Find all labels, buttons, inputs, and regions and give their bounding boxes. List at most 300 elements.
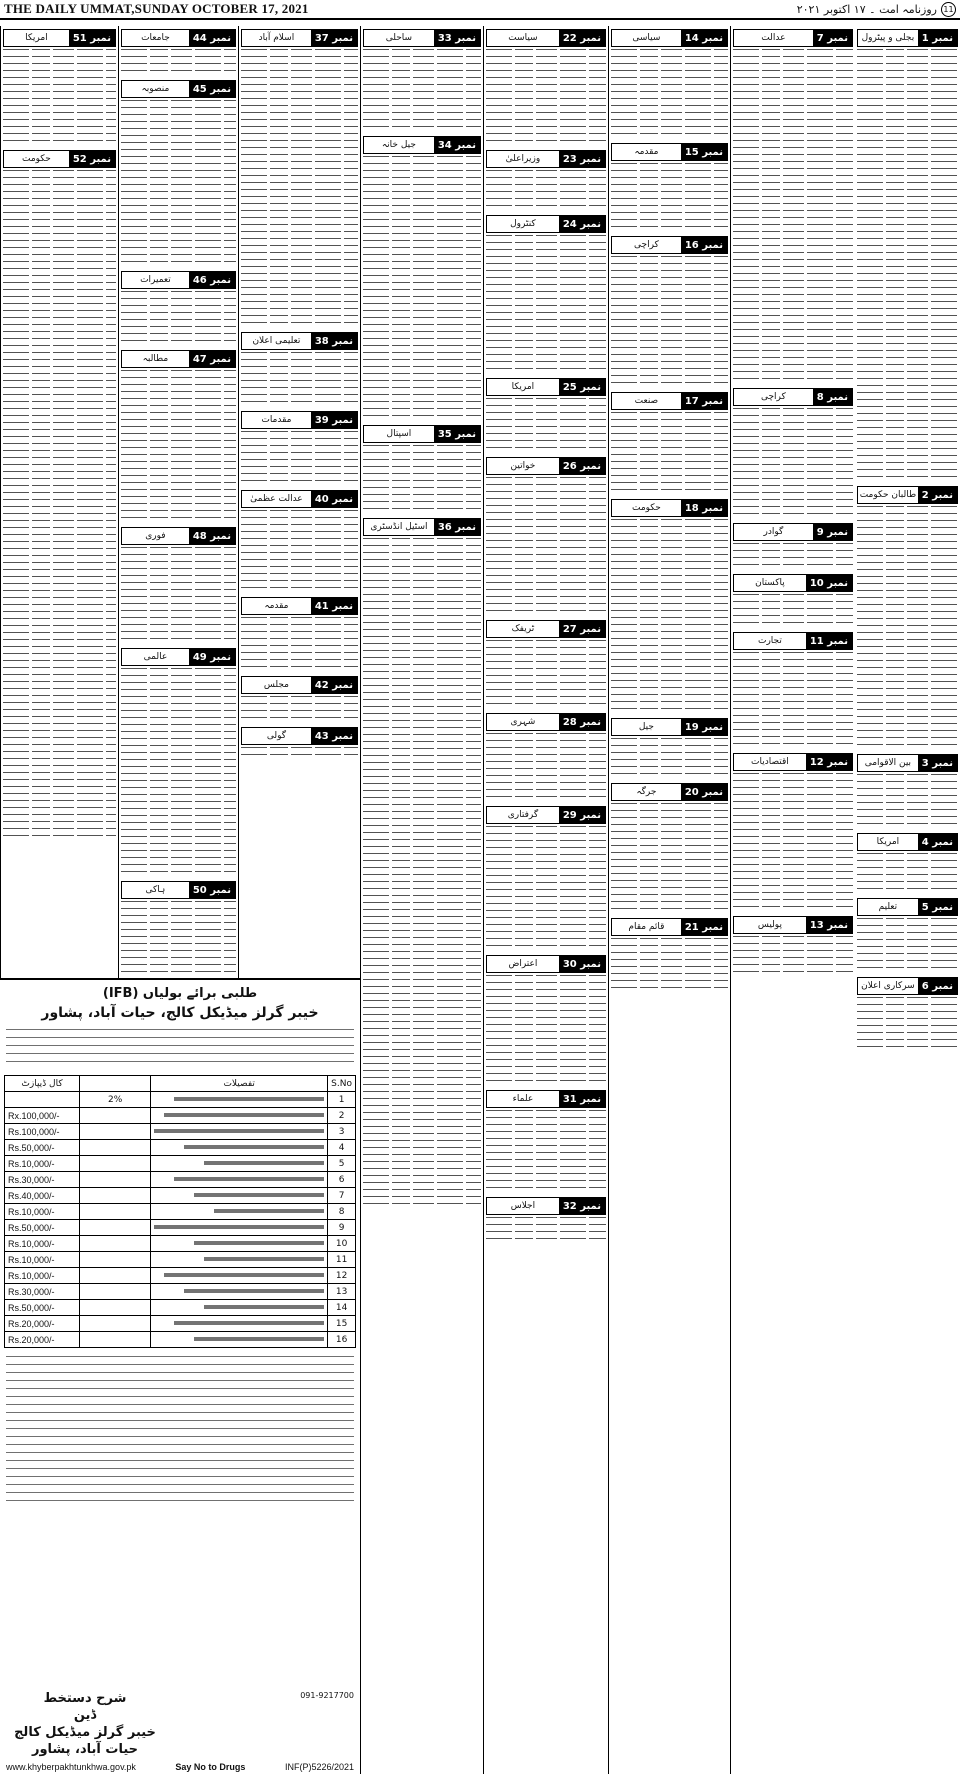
news-item-body bbox=[486, 398, 606, 454]
news-item-title: گولی bbox=[266, 731, 287, 741]
tender-description-text bbox=[184, 1145, 324, 1149]
news-item bbox=[486, 29, 606, 147]
news-item bbox=[121, 29, 236, 77]
tender-percent bbox=[80, 1284, 151, 1300]
news-item-title: تجارت bbox=[757, 636, 782, 646]
news-item-number: نمبر 2 bbox=[918, 487, 957, 503]
news-item-header bbox=[611, 499, 728, 517]
news-item-header bbox=[121, 350, 236, 368]
news-item bbox=[611, 392, 728, 496]
news-item-number: نمبر 39 bbox=[311, 412, 357, 428]
tender-fee: Rs.10,000/- bbox=[5, 1156, 80, 1172]
news-item-number: نمبر 26 bbox=[559, 458, 605, 474]
news-item bbox=[241, 676, 358, 724]
tender-description bbox=[151, 1268, 328, 1284]
tender-description bbox=[151, 1300, 328, 1316]
news-item-body bbox=[241, 352, 358, 408]
news-item-body bbox=[121, 547, 236, 645]
news-item-header bbox=[241, 490, 358, 508]
tender-row bbox=[5, 1316, 356, 1332]
news-item-number: نمبر 29 bbox=[559, 807, 605, 823]
tender-percent bbox=[80, 1124, 151, 1140]
news-item-body bbox=[486, 1217, 606, 1245]
news-item-number: نمبر 51 bbox=[69, 30, 115, 46]
news-item-header bbox=[611, 29, 728, 47]
news-item-number: نمبر 37 bbox=[311, 30, 357, 46]
news-item-header bbox=[611, 392, 728, 410]
tender-row bbox=[5, 1092, 356, 1108]
tender-description-text bbox=[194, 1337, 324, 1341]
news-item-number: نمبر 1 bbox=[918, 30, 957, 46]
news-item bbox=[241, 332, 358, 408]
news-item-number: نمبر 48 bbox=[189, 528, 235, 544]
news-item bbox=[241, 490, 358, 594]
signature-line-2: ڈین bbox=[73, 1708, 97, 1723]
news-item-number: نمبر 33 bbox=[434, 30, 480, 46]
news-item-body bbox=[3, 170, 116, 842]
news-item-title: علماء bbox=[512, 1094, 534, 1104]
news-item-title: صنعت bbox=[634, 396, 659, 406]
news-item-body bbox=[857, 774, 958, 830]
news-item bbox=[121, 80, 236, 268]
news-item-body bbox=[733, 773, 853, 913]
header-pct bbox=[80, 1076, 151, 1092]
news-item bbox=[857, 754, 958, 830]
news-item-header bbox=[121, 271, 236, 289]
news-item bbox=[241, 597, 358, 673]
news-item-number: نمبر 50 bbox=[189, 882, 235, 898]
news-item-body bbox=[486, 975, 606, 1087]
news-item-body bbox=[733, 936, 853, 978]
news-item-title: عدالت عظمیٰ bbox=[250, 494, 303, 504]
tender-row bbox=[5, 1252, 356, 1268]
news-item-title: جرگہ bbox=[636, 787, 657, 797]
news-item-body bbox=[857, 918, 958, 974]
news-item bbox=[733, 753, 853, 913]
news-item-body bbox=[611, 938, 728, 994]
news-item bbox=[363, 136, 481, 422]
news-item-number: نمبر 3 bbox=[918, 755, 957, 771]
news-item-header bbox=[486, 806, 606, 824]
news-item-title: امریکا bbox=[25, 33, 48, 43]
tender-description bbox=[151, 1236, 328, 1252]
news-item bbox=[857, 29, 958, 483]
news-item-title: اسلام آباد bbox=[258, 33, 295, 43]
news-item-number: نمبر 27 bbox=[559, 621, 605, 637]
news-item-title: طالبان حکومت bbox=[859, 490, 917, 500]
tender-percent bbox=[80, 1108, 151, 1124]
news-item-number: نمبر 18 bbox=[681, 500, 727, 516]
news-item-number: نمبر 17 bbox=[681, 393, 727, 409]
news-item-header bbox=[121, 527, 236, 545]
news-item-body bbox=[486, 640, 606, 710]
news-item-header bbox=[486, 713, 606, 731]
news-item bbox=[733, 29, 853, 385]
contact-phone: 091-9217700 bbox=[300, 1691, 354, 1700]
news-item-title: تعلیمی اعلان bbox=[252, 336, 301, 346]
news-item-body bbox=[241, 49, 358, 329]
news-item-number: نمبر 49 bbox=[189, 649, 235, 665]
tender-sn: 9 bbox=[328, 1220, 356, 1236]
tender-description-text bbox=[194, 1241, 324, 1245]
news-item-header bbox=[733, 574, 853, 592]
news-item-title: مقدمہ bbox=[634, 147, 659, 157]
tender-percent bbox=[80, 1268, 151, 1284]
news-item-title: مطالبہ bbox=[142, 354, 169, 364]
news-column bbox=[238, 26, 360, 978]
news-item bbox=[857, 898, 958, 974]
news-item-header bbox=[611, 918, 728, 936]
news-item-header bbox=[733, 632, 853, 650]
news-item-body bbox=[3, 49, 116, 147]
news-item-number: نمبر 12 bbox=[806, 754, 852, 770]
news-item-title: خواتین bbox=[510, 461, 536, 471]
news-item-body bbox=[121, 291, 236, 347]
news-item-body bbox=[486, 235, 606, 375]
tender-fee: Rs.20,000/- bbox=[5, 1332, 80, 1348]
news-item-title: اسپتال bbox=[386, 429, 412, 439]
news-column bbox=[118, 26, 238, 978]
news-item-number: نمبر 24 bbox=[559, 216, 605, 232]
tender-percent bbox=[80, 1204, 151, 1220]
header-desc: تفصیلات bbox=[151, 1076, 328, 1092]
ifb-notice bbox=[0, 978, 360, 1774]
signature-block bbox=[10, 1690, 160, 1758]
news-item-body bbox=[611, 412, 728, 496]
news-item-title: جامعات bbox=[141, 33, 170, 43]
news-item-header bbox=[857, 754, 958, 772]
tender-percent bbox=[80, 1188, 151, 1204]
news-item-number: نمبر 22 bbox=[559, 30, 605, 46]
news-item bbox=[121, 350, 236, 524]
news-item-body bbox=[611, 803, 728, 915]
news-item-title: سیاست bbox=[508, 33, 538, 43]
tender-row bbox=[5, 1332, 356, 1348]
tender-fee: Rs.10,000/- bbox=[5, 1204, 80, 1220]
news-item-number: نمبر 44 bbox=[189, 30, 235, 46]
news-item-body bbox=[486, 1110, 606, 1194]
news-item-header bbox=[121, 29, 236, 47]
news-item-body bbox=[611, 49, 728, 140]
news-item bbox=[857, 833, 958, 895]
tender-sn: 14 bbox=[328, 1300, 356, 1316]
news-item-title: عالمی bbox=[143, 652, 168, 662]
news-item-header bbox=[857, 29, 958, 47]
news-item bbox=[3, 29, 116, 147]
news-item-number: نمبر 28 bbox=[559, 714, 605, 730]
tender-row bbox=[5, 1140, 356, 1156]
news-item bbox=[733, 574, 853, 629]
tender-sn: 15 bbox=[328, 1316, 356, 1332]
tender-description bbox=[151, 1284, 328, 1300]
tender-sn: 3 bbox=[328, 1124, 356, 1140]
news-item-header bbox=[486, 955, 606, 973]
tender-sn: 8 bbox=[328, 1204, 356, 1220]
news-item-header bbox=[857, 833, 958, 851]
news-item-header bbox=[3, 150, 116, 168]
news-item-body bbox=[486, 49, 606, 147]
masthead-urdu-text: روزنامہ امت ۔ ۱۷ اکتوبر ۲۰۲۱ bbox=[796, 2, 937, 16]
news-item-number: نمبر 30 bbox=[559, 956, 605, 972]
tender-description-text bbox=[174, 1177, 324, 1181]
news-item-body bbox=[241, 696, 358, 724]
tender-description bbox=[151, 1156, 328, 1172]
tender-description-text bbox=[164, 1113, 324, 1117]
news-item-body bbox=[241, 431, 358, 487]
news-item-header bbox=[486, 29, 606, 47]
tender-description-text bbox=[204, 1257, 324, 1261]
tender-sn: 1 bbox=[328, 1092, 356, 1108]
tender-row bbox=[5, 1108, 356, 1124]
contact-block bbox=[166, 1690, 354, 1701]
news-item-header bbox=[733, 29, 853, 47]
tender-fee: Rs.40,000/- bbox=[5, 1188, 80, 1204]
ifb-subtitle: خیبر گرلز میڈیکل کالج، حیات آباد، پشاور bbox=[41, 1005, 319, 1021]
tender-fee: Rx.100,000/- bbox=[5, 1108, 80, 1124]
news-item-number: نمبر 15 bbox=[681, 144, 727, 160]
news-item-number: نمبر 34 bbox=[434, 137, 480, 153]
news-item-title: بجلی و پیٹرول bbox=[861, 33, 915, 43]
tender-percent bbox=[80, 1156, 151, 1172]
tender-fee: Rs.20,000/- bbox=[5, 1316, 80, 1332]
tender-row bbox=[5, 1204, 356, 1220]
tender-description bbox=[151, 1220, 328, 1236]
news-item-number: نمبر 42 bbox=[311, 677, 357, 693]
tender-row bbox=[5, 1188, 356, 1204]
tender-sn: 10 bbox=[328, 1236, 356, 1252]
tender-description bbox=[151, 1188, 328, 1204]
news-item-header bbox=[241, 411, 358, 429]
news-item-number: نمبر 40 bbox=[311, 491, 357, 507]
news-item-title: ساحلی bbox=[385, 33, 413, 43]
news-item-header bbox=[857, 977, 958, 995]
tender-fee: Rs.10,000/- bbox=[5, 1252, 80, 1268]
tender-description bbox=[151, 1108, 328, 1124]
news-item bbox=[733, 523, 853, 571]
tender-description bbox=[151, 1124, 328, 1140]
news-item bbox=[733, 916, 853, 978]
news-item-number: نمبر 4 bbox=[918, 834, 957, 850]
news-item-title: کراچی bbox=[760, 392, 786, 402]
tender-description bbox=[151, 1316, 328, 1332]
news-item-title: شہری bbox=[510, 717, 536, 727]
masthead bbox=[0, 0, 960, 20]
news-item-title: تعمیرات bbox=[140, 275, 171, 285]
news-item-body bbox=[363, 445, 481, 515]
news-item-number: نمبر 19 bbox=[681, 719, 727, 735]
news-item-header bbox=[486, 1197, 606, 1215]
tender-sn: 12 bbox=[328, 1268, 356, 1284]
news-item-header bbox=[363, 518, 481, 536]
page-number: 11 bbox=[941, 2, 956, 17]
news-item-title: منصوبہ bbox=[141, 84, 170, 94]
news-item bbox=[486, 620, 606, 710]
news-item-header bbox=[241, 727, 358, 745]
news-column bbox=[730, 26, 855, 1774]
news-item bbox=[611, 499, 728, 715]
tender-description bbox=[151, 1252, 328, 1268]
news-item-header bbox=[363, 425, 481, 443]
news-item-number: نمبر 14 bbox=[681, 30, 727, 46]
tender-description bbox=[151, 1172, 328, 1188]
news-item bbox=[486, 215, 606, 375]
signature-line-4: حیات آباد، پشاور bbox=[31, 1742, 139, 1757]
tender-description bbox=[151, 1332, 328, 1348]
news-column bbox=[483, 26, 608, 1774]
tender-row bbox=[5, 1220, 356, 1236]
news-item bbox=[241, 29, 358, 329]
tender-sn: 2 bbox=[328, 1108, 356, 1124]
news-item bbox=[121, 881, 236, 978]
news-column bbox=[360, 26, 483, 1774]
news-item-header bbox=[3, 29, 116, 47]
news-item bbox=[363, 29, 481, 133]
tender-description-text bbox=[184, 1289, 324, 1293]
news-item-number: نمبر 13 bbox=[806, 917, 852, 933]
tender-row bbox=[5, 1124, 356, 1140]
news-item-header bbox=[611, 718, 728, 736]
tender-fee: Rs.30,000/- bbox=[5, 1172, 80, 1188]
news-item-title: گوادر bbox=[763, 527, 784, 537]
news-item-number: نمبر 20 bbox=[681, 784, 727, 800]
tender-fee: Rs.50,000/- bbox=[5, 1220, 80, 1236]
tender-description-text bbox=[154, 1129, 324, 1133]
news-item-body bbox=[121, 100, 236, 268]
news-item bbox=[733, 632, 853, 750]
news-item bbox=[121, 527, 236, 645]
news-item-header bbox=[486, 215, 606, 233]
news-item-title: جیل خانہ bbox=[381, 140, 416, 150]
news-item-title: ٹریفک bbox=[511, 624, 535, 634]
tender-row bbox=[5, 1156, 356, 1172]
news-item-header bbox=[241, 332, 358, 350]
news-item-title: اسٹیل انڈسٹری bbox=[370, 522, 428, 532]
news-item-title: وزیراعلیٰ bbox=[505, 154, 541, 164]
signature-line-1: شرح دستخط bbox=[43, 1691, 127, 1706]
signature-line-3: خیبر گرلز میڈیکل کالج bbox=[14, 1725, 156, 1740]
news-item-body bbox=[733, 652, 853, 750]
footer-website[interactable]: www.khyberpakhtunkhwa.gov.pk bbox=[6, 1762, 136, 1772]
tender-sn: 16 bbox=[328, 1332, 356, 1348]
tender-description-text bbox=[204, 1161, 324, 1165]
tender-fee: Rs.50,000/- bbox=[5, 1300, 80, 1316]
news-item-number: نمبر 10 bbox=[806, 575, 852, 591]
news-item bbox=[611, 236, 728, 389]
tender-description-text bbox=[194, 1193, 324, 1197]
news-item-number: نمبر 23 bbox=[559, 151, 605, 167]
news-item bbox=[3, 150, 116, 842]
news-item-title: امریکا bbox=[876, 837, 900, 847]
news-item-body bbox=[733, 594, 853, 629]
news-item-title: بین الاقوامی bbox=[864, 758, 912, 768]
tender-description-text bbox=[204, 1305, 324, 1309]
news-item-body bbox=[857, 853, 958, 895]
news-item bbox=[363, 425, 481, 515]
tender-row bbox=[5, 1172, 356, 1188]
tender-percent bbox=[80, 1140, 151, 1156]
news-item bbox=[857, 486, 958, 751]
news-item-header bbox=[486, 378, 606, 396]
news-item-number: نمبر 31 bbox=[559, 1091, 605, 1107]
news-item-number: نمبر 36 bbox=[434, 519, 480, 535]
news-item-number: نمبر 11 bbox=[806, 633, 852, 649]
news-item-body bbox=[241, 510, 358, 594]
news-item-header bbox=[611, 143, 728, 161]
header-fee: کال ڈیپازٹ bbox=[5, 1076, 80, 1092]
news-item-number: نمبر 25 bbox=[559, 379, 605, 395]
news-item bbox=[486, 955, 606, 1087]
tender-percent bbox=[80, 1220, 151, 1236]
news-item-number: نمبر 43 bbox=[311, 728, 357, 744]
news-item-body bbox=[121, 901, 236, 978]
news-item-number: نمبر 9 bbox=[813, 524, 852, 540]
news-item-header bbox=[733, 916, 853, 934]
news-item-header bbox=[486, 620, 606, 638]
news-item-body bbox=[241, 617, 358, 673]
news-item-title: پاکستان bbox=[755, 578, 785, 588]
news-column bbox=[855, 26, 960, 1774]
news-item bbox=[611, 29, 728, 140]
news-item bbox=[857, 977, 958, 1053]
tender-fee: Rs.10,000/- bbox=[5, 1268, 80, 1284]
news-item-header bbox=[733, 753, 853, 771]
news-item-header bbox=[241, 676, 358, 694]
news-item-body bbox=[486, 170, 606, 212]
news-item-number: نمبر 16 bbox=[681, 237, 727, 253]
news-item bbox=[611, 918, 728, 994]
tender-description-text bbox=[174, 1321, 324, 1325]
news-item-number: نمبر 47 bbox=[189, 351, 235, 367]
news-item-number: نمبر 45 bbox=[189, 81, 235, 97]
news-item-body bbox=[486, 477, 606, 617]
tender-percent bbox=[80, 1332, 151, 1348]
news-item-title: فوری bbox=[145, 531, 166, 541]
news-item-title: حکومت bbox=[22, 154, 51, 164]
ifb-intro-paragraph bbox=[6, 1029, 354, 1069]
news-item-body bbox=[121, 49, 236, 77]
news-item-header bbox=[857, 898, 958, 916]
tender-fee: Rs.10,000/- bbox=[5, 1236, 80, 1252]
tender-sn: 7 bbox=[328, 1188, 356, 1204]
news-item-number: نمبر 8 bbox=[813, 389, 852, 405]
news-item-number: نمبر 46 bbox=[189, 272, 235, 288]
news-item-header bbox=[363, 29, 481, 47]
header-sn: S.No bbox=[328, 1076, 356, 1092]
news-item-title: اقتصادیات bbox=[751, 757, 789, 767]
tender-description bbox=[151, 1092, 328, 1108]
tender-row bbox=[5, 1300, 356, 1316]
news-item-title: مجلس bbox=[263, 680, 289, 690]
news-item-number: نمبر 52 bbox=[69, 151, 115, 167]
news-item-number: نمبر 6 bbox=[918, 978, 957, 994]
news-item-header bbox=[733, 523, 853, 541]
news-item-title: مقدمہ bbox=[264, 601, 289, 611]
news-item-title: عدالت bbox=[761, 33, 786, 43]
tender-description-text bbox=[154, 1225, 324, 1229]
news-item-title: قائم مقام bbox=[628, 922, 665, 932]
news-item bbox=[486, 806, 606, 952]
tender-row bbox=[5, 1236, 356, 1252]
news-item-body bbox=[611, 256, 728, 389]
news-item-body bbox=[486, 826, 606, 952]
news-item-header bbox=[486, 457, 606, 475]
news-column bbox=[608, 26, 730, 1774]
news-item-header bbox=[733, 388, 853, 406]
ifb-footer bbox=[0, 1762, 360, 1772]
footer-inf: INF(P)5226/2021 bbox=[284, 1762, 354, 1772]
news-item-header bbox=[486, 150, 606, 168]
tender-percent bbox=[80, 1236, 151, 1252]
